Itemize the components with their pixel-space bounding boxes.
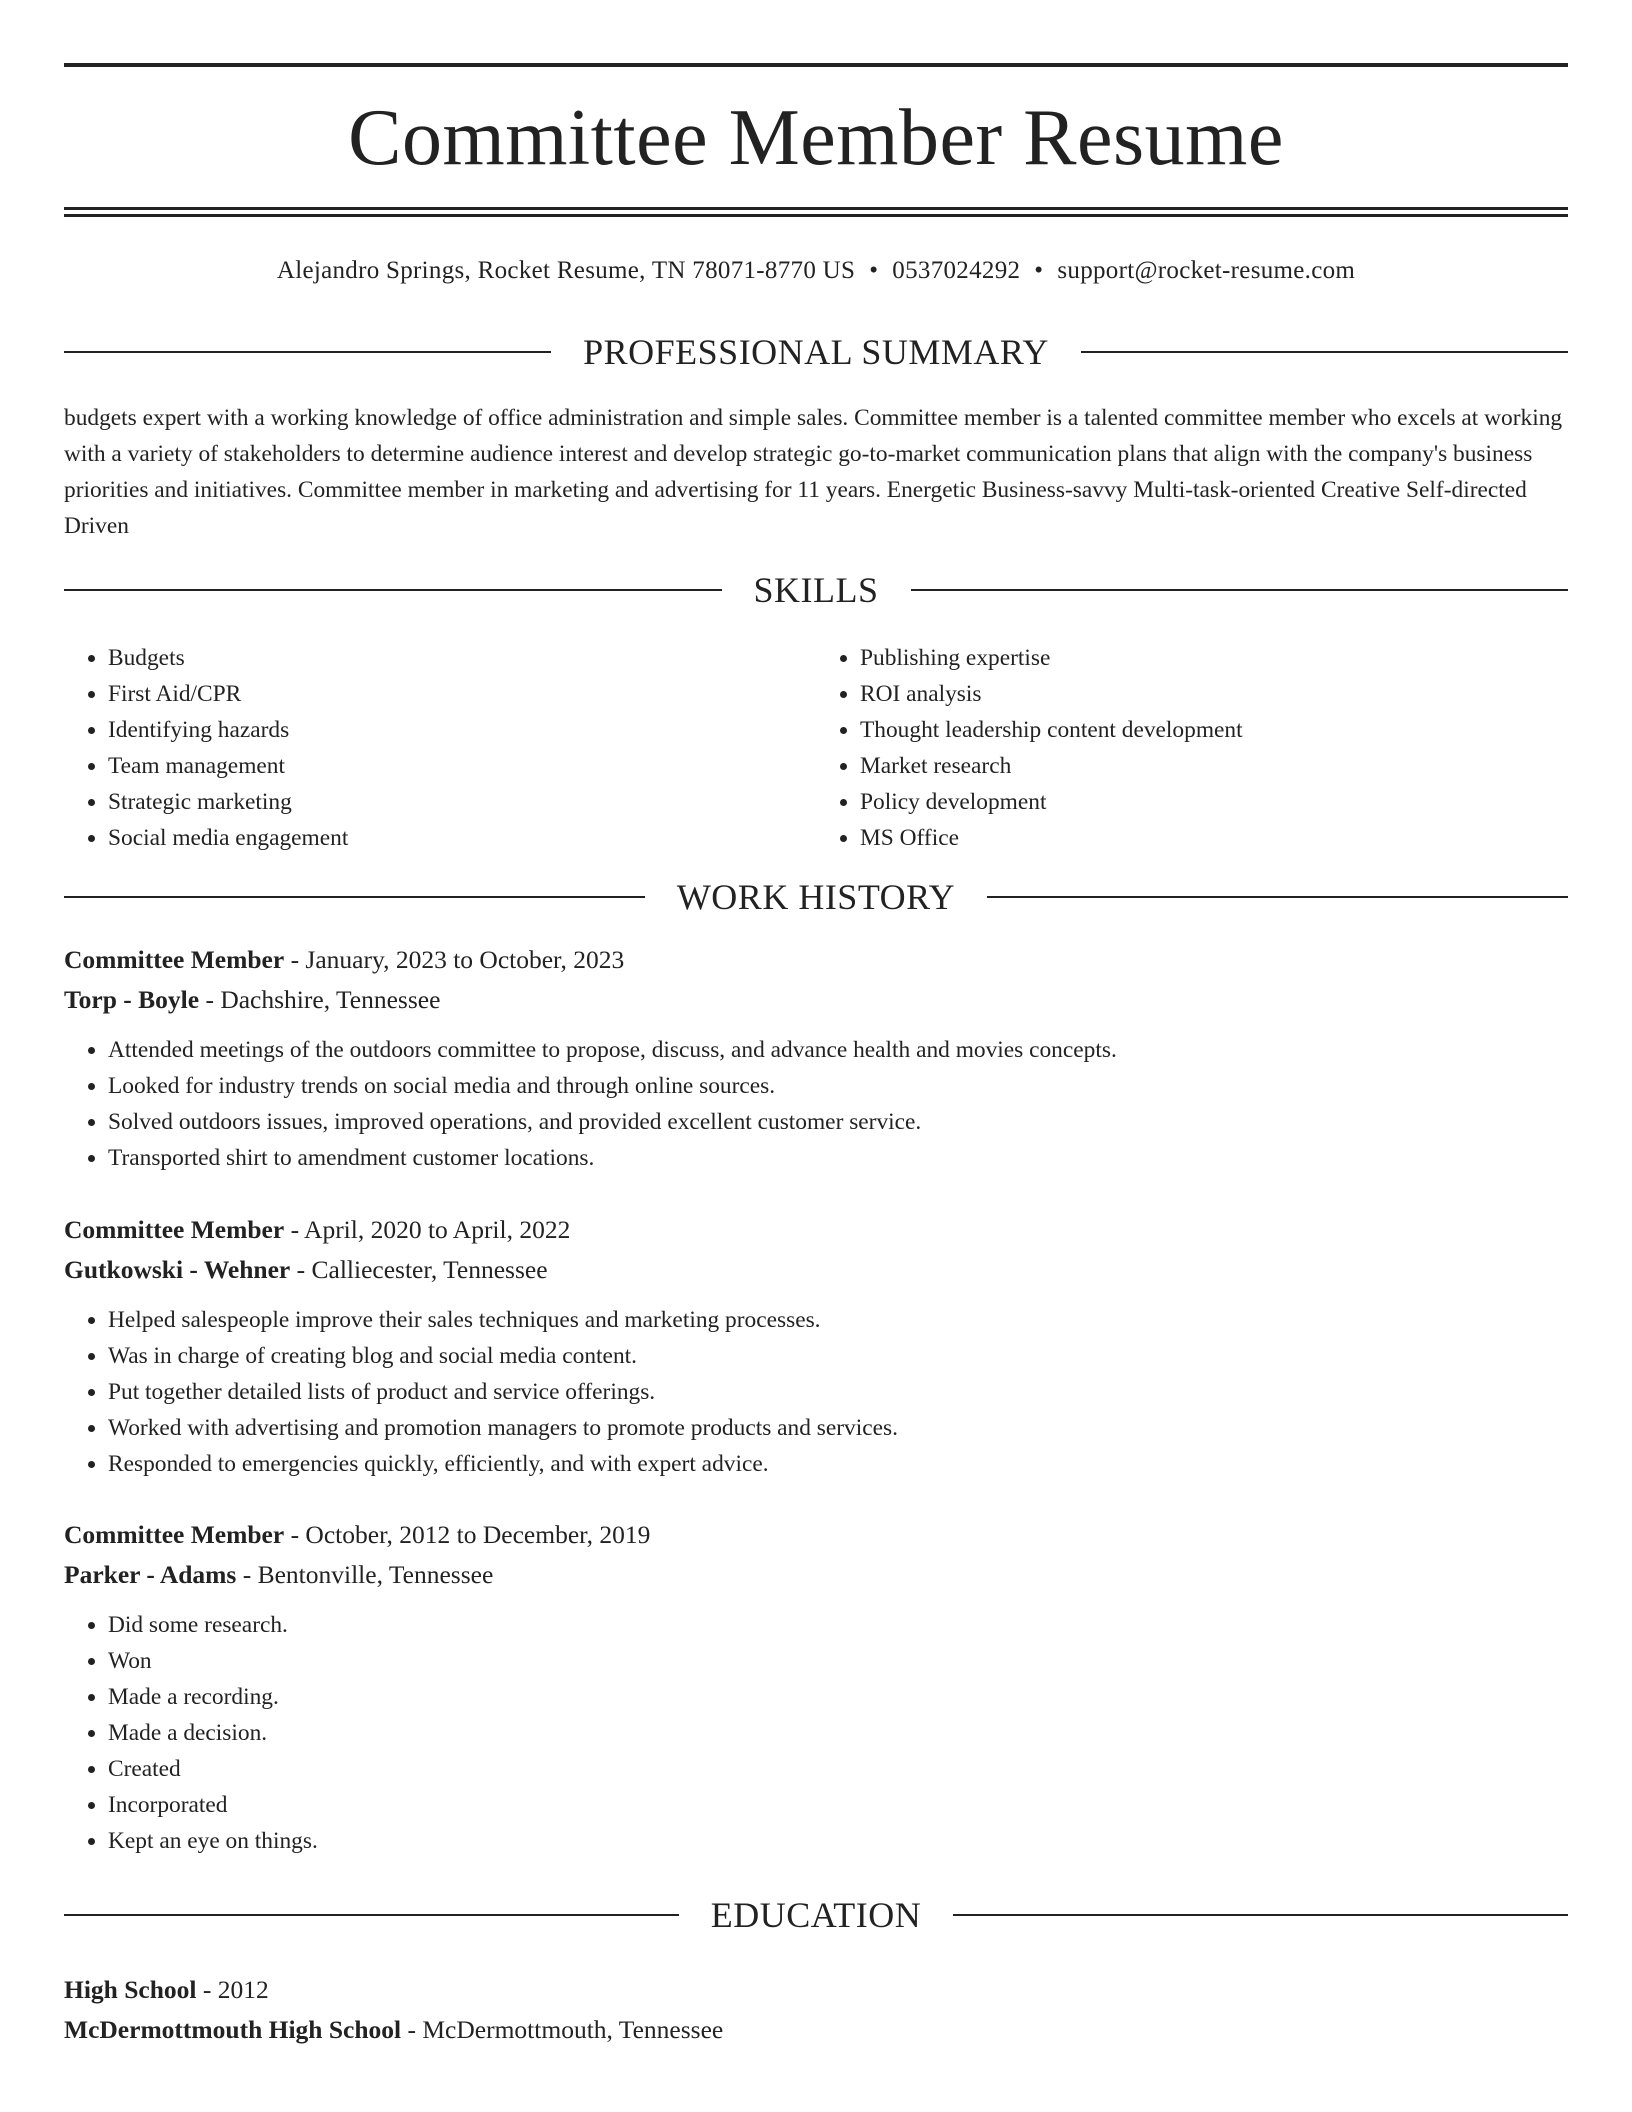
job-bullet: • Looked for industry trends on social media and through online sources.: [108, 1068, 1568, 1104]
skill-item: • Market research: [860, 748, 1568, 784]
skills-column-left: [64, 640, 816, 856]
summary-heading-label: PROFESSIONAL SUMMARY: [583, 332, 1049, 372]
job-bullets: [64, 1032, 1568, 1176]
skills-heading: [64, 568, 1568, 612]
skills-heading-label: SKILLS: [753, 570, 879, 610]
skill-item: • Thought leadership content development: [860, 712, 1568, 748]
job-company: Gutkowski - Wehner: [64, 1255, 291, 1284]
job-title: Committee Member: [64, 1215, 285, 1244]
skills-column-right: [816, 640, 1568, 856]
skill-item: • Strategic marketing: [108, 784, 816, 820]
skill-item: • Policy development: [860, 784, 1568, 820]
education-degree: High School: [64, 1975, 197, 2004]
job-bullet: • Created: [108, 1751, 1568, 1787]
skill-item: • ROI analysis: [860, 676, 1568, 712]
job-bullet: • Transported shirt to amendment customer locations.: [108, 1140, 1568, 1176]
job-title-line: [64, 1515, 1568, 1555]
summary-text: budgets expert with a working knowledge of office administration and simple sales. Committee member is a talented committee member who excels at working with a variety of stakeholders to determine audience interest and develop strategic go-to-market communication plans that align with the company's business priorities and initiatives. Committee member in marketing and advertising for 11 years. Energetic Business-savvy Multi-task-oriented Creative Self-directed Driven: [64, 405, 1563, 539]
work-history-heading-label: WORK HISTORY: [676, 877, 956, 917]
contact-separator: •: [1034, 257, 1044, 284]
job-bullet: • Kept an eye on things.: [108, 1823, 1568, 1859]
job-entry: [64, 1210, 1568, 1482]
education-heading-label: EDUCATION: [710, 1895, 922, 1935]
job-entry: [64, 940, 1568, 1176]
job-location: - Dachshire, Tennessee: [199, 985, 441, 1014]
job-company-line: [64, 980, 1568, 1020]
skill-item: • First Aid/CPR: [108, 676, 816, 712]
job-title: Committee Member: [64, 945, 285, 974]
contact-address: Alejandro Springs, Rocket Resume, TN 78071-8770 US: [276, 257, 856, 284]
job-bullet: • Responded to emergencies quickly, efficiently, and with expert advice.: [108, 1446, 1568, 1482]
job-title: Committee Member: [64, 1520, 285, 1549]
job-bullets: [64, 1302, 1568, 1482]
job-dates: - October, 2012 to December, 2019: [284, 1520, 651, 1549]
education-school-line: [64, 2010, 1568, 2050]
page-title: Committee Member Resume: [348, 94, 1284, 182]
top-rule: [64, 63, 1568, 67]
job-company-line: [64, 1555, 1568, 1595]
education-location: - McDermottmouth, Tennessee: [401, 2015, 724, 2044]
skill-item: • Publishing expertise: [860, 640, 1568, 676]
job-bullet: • Made a recording.: [108, 1679, 1568, 1715]
skill-item: • Identifying hazards: [108, 712, 816, 748]
contact-line: [64, 254, 1568, 288]
summary-heading: [64, 330, 1568, 374]
education-school: McDermottmouth High School: [64, 2015, 402, 2044]
job-dates: - April, 2020 to April, 2022: [284, 1215, 571, 1244]
job-bullet: • Made a decision.: [108, 1715, 1568, 1751]
job-bullet: • Won: [108, 1643, 1568, 1679]
job-entry: [64, 1515, 1568, 1859]
job-bullet: • Solved outdoors issues, improved operations, and provided excellent customer service.: [108, 1104, 1568, 1140]
education-entry: [64, 1970, 1568, 2050]
education-year: - 2012: [196, 1975, 269, 2004]
job-dates: - January, 2023 to October, 2023: [284, 945, 625, 974]
title-double-rule: [64, 207, 1568, 217]
job-bullet: • Helped salespeople improve their sales techniques and marketing processes.: [108, 1302, 1568, 1338]
heading-rule-right: [1081, 351, 1568, 353]
skill-item: • Social media engagement: [108, 820, 816, 856]
education-heading: [64, 1893, 1568, 1937]
job-title-line: [64, 1210, 1568, 1250]
heading-rule-left: [64, 589, 722, 591]
heading-rule-right: [987, 896, 1568, 898]
work-history-heading: [64, 875, 1568, 919]
job-bullet: • Incorporated: [108, 1787, 1568, 1823]
job-bullets: [64, 1607, 1568, 1859]
job-location: - Bentonville, Tennessee: [236, 1560, 494, 1589]
contact-email[interactable]: support@rocket-resume.com: [1057, 257, 1356, 284]
heading-rule-left: [64, 351, 551, 353]
job-bullet: • Did some research.: [108, 1607, 1568, 1643]
skills-list: [64, 640, 1568, 856]
job-company: Parker - Adams: [64, 1560, 237, 1589]
job-bullet: • Was in charge of creating blog and social media content.: [108, 1338, 1568, 1374]
heading-rule-right: [911, 589, 1569, 591]
skill-item: • Team management: [108, 748, 816, 784]
job-bullet: • Put together detailed lists of product and service offerings.: [108, 1374, 1568, 1410]
education-degree-line: [64, 1970, 1568, 2010]
job-company: Torp - Boyle: [64, 985, 200, 1014]
skill-item: • Budgets: [108, 640, 816, 676]
heading-rule-right: [953, 1914, 1568, 1916]
heading-rule-left: [64, 1914, 679, 1916]
job-bullet: • Attended meetings of the outdoors committee to propose, discuss, and advance health and movies concepts.: [108, 1032, 1568, 1068]
skill-item: • MS Office: [860, 820, 1568, 856]
job-title-line: [64, 940, 1568, 980]
heading-rule-left: [64, 896, 645, 898]
job-company-line: [64, 1250, 1568, 1290]
job-bullet: • Worked with advertising and promotion managers to promote products and services.: [108, 1410, 1568, 1446]
job-location: - Calliecester, Tennessee: [290, 1255, 548, 1284]
contact-separator: •: [869, 257, 879, 284]
contact-phone: 0537024292: [892, 257, 1021, 284]
